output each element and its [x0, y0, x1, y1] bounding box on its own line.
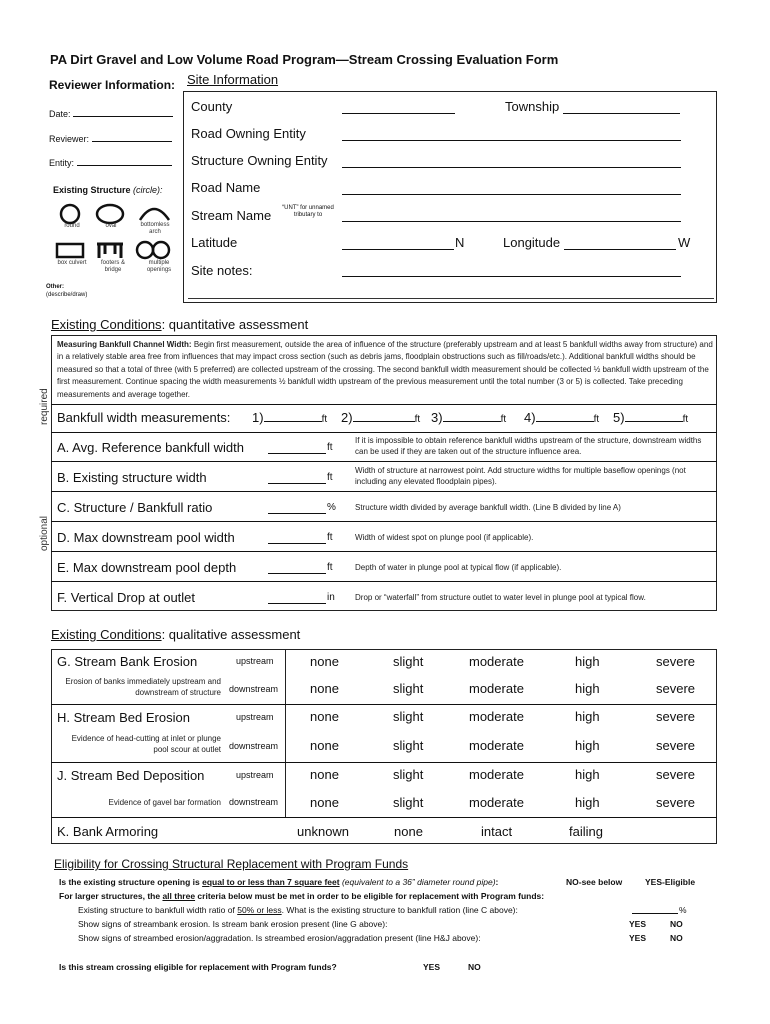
row-e-desc: Depth of water in plunge pool at typical flow (if applicable). — [355, 563, 562, 572]
row-f-input[interactable] — [268, 592, 326, 604]
row-d-input[interactable] — [268, 532, 326, 544]
qual-option-moderate[interactable]: moderate — [469, 654, 524, 669]
shape-label-oval: oval — [105, 223, 117, 229]
qual-option-moderate[interactable]: moderate — [469, 681, 524, 696]
longitude-label: Longitude — [503, 235, 561, 250]
qual-option-severe[interactable]: severe — [656, 767, 696, 782]
row-d-unit: ft — [327, 532, 333, 543]
qual-option-none[interactable]: none — [310, 738, 339, 753]
j-label: J. Stream Bed Deposition — [57, 768, 205, 783]
longitude-unit: W — [678, 235, 691, 250]
row-f-desc: Drop or “waterfall” from structure outlet to water level in plunge pool at typical flow. — [355, 593, 646, 602]
row-a-desc: If it is impossible to obtain reference bankfull widths upstream of the structure, downstream widths can be used if they are taken out of the structure influence area. — [355, 436, 702, 456]
road-name-label: Road Name — [191, 180, 261, 195]
other-hint: (describe/draw) — [46, 292, 88, 298]
elig-c3: Show signs of streambed erosion/aggradation. Is streambed erosion/aggradation present (line H&J above): — [78, 933, 481, 943]
latitude-unit: N — [455, 235, 465, 250]
k-label: K. Bank Armoring — [57, 824, 159, 839]
qual-option-high[interactable]: high — [575, 709, 600, 724]
qual-option-severe[interactable]: severe — [656, 795, 696, 810]
qual-option-slight[interactable]: slight — [393, 709, 424, 724]
qual-option-high[interactable]: high — [575, 738, 600, 753]
elig-q1-no[interactable]: NO-see below — [566, 877, 623, 887]
qual-option-high[interactable]: high — [575, 795, 600, 810]
qual-option-moderate[interactable]: moderate — [469, 795, 524, 810]
elig-c2-no[interactable]: NO — [670, 919, 683, 929]
row-a-input[interactable] — [268, 442, 326, 454]
qual-option-moderate[interactable]: moderate — [469, 709, 524, 724]
box-culvert-icon — [57, 244, 83, 257]
county-label: County — [191, 99, 233, 114]
round-icon — [61, 205, 79, 223]
longitude-input[interactable] — [564, 238, 676, 250]
qual-option-slight[interactable]: slight — [393, 738, 424, 753]
shape-label-bridge: footers & bridge — [100, 260, 125, 273]
entity-field[interactable]: Entity: — [49, 154, 172, 168]
elig-q1-yes[interactable]: YES-Eligible — [645, 877, 696, 887]
qual-option-severe[interactable]: severe — [656, 681, 696, 696]
other-label: Other: — [46, 284, 64, 290]
row-b-unit: ft — [327, 472, 333, 483]
elig-c2: Show signs of streambank erosion. Is stream bank erosion present (line G above): — [78, 919, 388, 929]
g-downstream: downstream — [229, 684, 279, 694]
row-e-input[interactable] — [268, 562, 326, 574]
elig-q1: Is the existing structure opening is equal to or less than 7 square feet (equivalent to a 36” diameter round pipe): — [59, 877, 499, 887]
shape-label-round: round — [64, 223, 80, 229]
date-field[interactable]: Date: — [49, 105, 173, 119]
row-f-label: F. Vertical Drop at outlet — [57, 590, 196, 605]
existing-structure-label: Existing Structure (circle): — [53, 185, 163, 195]
j-upstream: upstream — [236, 770, 274, 780]
measuring-instructions: Measuring Bankfull Channel Width: Begin first measurement, outside the area of influence of the structure (preferably upstream and at least 5 bankfull widths away from structure) and in a relatively stable area free from influences that may impact cross section (such as debris jams, floodplain obstructions such as fill/roads/etc.). Additional bankfull widths should be measured so that a total of three (with 5 preferred) are collected upstream of the crossing. The second bankfull width measurement should be collected ½ bankfull width upstream of the first measurement. Continue spacing the width measurements ½ bankfull width upstream of the previous measurement until the total number (3 or 5) is collected. Take preceding measurements and average together. — [57, 340, 713, 399]
row-a-label: A. Avg. Reference bankfull width — [57, 440, 244, 455]
qual-option-none[interactable]: none — [310, 709, 339, 724]
stream-name-label: Stream Name — [191, 208, 272, 223]
row-e-unit: ft — [327, 562, 333, 573]
bankfull-3[interactable]: 3) ft — [431, 410, 507, 425]
elig-c1: Existing structure to bankfull width ratio of 50% or less. What is the existing structure to bankfull ration (line C above): — [78, 905, 518, 915]
row-a-unit: ft — [327, 442, 333, 453]
optional-label: optional — [39, 515, 50, 551]
qual-option-moderate[interactable]: moderate — [469, 738, 524, 753]
structure-owning-entity-label: Structure Owning Entity — [191, 153, 328, 168]
k-option-none[interactable]: none — [394, 824, 423, 839]
road-owning-entity-input[interactable] — [342, 129, 681, 141]
qual-option-severe[interactable]: severe — [656, 738, 696, 753]
latitude-input[interactable] — [342, 238, 454, 250]
shape-label-arch: bottomless arch — [140, 222, 170, 235]
qual-option-none[interactable]: none — [310, 795, 339, 810]
h-downstream: downstream — [229, 741, 279, 751]
row-c-label: C. Structure / Bankfull ratio — [57, 500, 213, 515]
site-notes-input[interactable] — [342, 265, 681, 277]
k-option-unknown[interactable]: unknown — [297, 824, 350, 839]
qual-option-slight[interactable]: slight — [393, 654, 424, 669]
k-option-failing[interactable]: failing — [569, 824, 603, 839]
h-upstream: upstream — [236, 712, 274, 722]
structure-owning-entity-input[interactable] — [342, 156, 681, 168]
qual-option-slight[interactable]: slight — [393, 767, 424, 782]
qual-option-none[interactable]: none — [310, 767, 339, 782]
row-c-input[interactable] — [268, 502, 326, 514]
elig-c3-yes[interactable]: YES — [629, 933, 647, 943]
row-b-input[interactable] — [268, 472, 326, 484]
multiple-openings-icon — [137, 242, 153, 258]
footers-bridge-icon — [97, 244, 123, 258]
row-d-label: D. Max downstream pool width — [57, 530, 235, 545]
row-f-unit: in — [327, 592, 335, 603]
township-input[interactable] — [563, 102, 680, 114]
bankfull-5[interactable]: 5) ft — [613, 410, 689, 425]
reviewer-field[interactable]: Reviewer: — [49, 130, 172, 144]
qual-option-none[interactable]: none — [310, 681, 339, 696]
row-b-desc: Width of structure at narrowest point. Add structure widths for multiple baseflow openings (not including any elevated floodplain pipes). — [355, 466, 686, 486]
bankfull-1[interactable]: 1) ft — [252, 410, 328, 425]
qual-option-slight[interactable]: slight — [393, 795, 424, 810]
shape-label-box: box culvert — [57, 260, 87, 266]
h-label: H. Stream Bed Erosion — [57, 710, 190, 725]
qual-option-high[interactable]: high — [575, 767, 600, 782]
elig-final-question: Is this stream crossing eligible for replacement with Program funds? — [59, 962, 337, 972]
site-notes-label: Site notes: — [191, 263, 253, 278]
elig-c3-no[interactable]: NO — [670, 933, 683, 943]
g-sub: Erosion of banks immediately upstream and downstream of structure — [65, 677, 221, 697]
j-sub: Evidence of gavel bar formation — [108, 798, 221, 807]
qual-option-moderate[interactable]: moderate — [469, 767, 524, 782]
qual-heading: Existing Conditions: qualitative assessment — [51, 627, 301, 642]
site-notes-bottom-line — [188, 298, 714, 299]
road-name-input[interactable] — [342, 183, 681, 195]
road-owning-entity-label: Road Owning Entity — [191, 126, 306, 141]
elig-final-yes[interactable]: YES — [423, 962, 441, 972]
qual-option-none[interactable]: none — [310, 654, 339, 669]
elig-c2-yes[interactable]: YES — [629, 919, 647, 929]
elig-c1-unit: % — [679, 905, 687, 915]
k-option-intact[interactable]: intact — [481, 824, 513, 839]
county-input[interactable] — [342, 102, 455, 114]
row-b-label: B. Existing structure width — [57, 470, 207, 485]
h-sub: Evidence of head-cutting at inlet or plunge pool scour at outlet — [71, 734, 221, 754]
site-heading: Site Information — [187, 72, 279, 87]
qual-option-high[interactable]: high — [575, 654, 600, 669]
j-downstream: downstream — [229, 797, 279, 807]
oval-icon — [97, 205, 123, 223]
reviewer-heading: Reviewer Information: — [49, 78, 176, 92]
qual-option-severe[interactable]: severe — [656, 709, 696, 724]
quant-heading: Existing Conditions: quantitative assessment — [51, 317, 309, 332]
row-e-label: E. Max downstream pool depth — [57, 560, 237, 575]
page-title: PA Dirt Gravel and Low Volume Road Program—Stream Crossing Evaluation Form — [50, 52, 559, 67]
latitude-label: Latitude — [191, 235, 238, 250]
elig-c1-input[interactable] — [632, 904, 678, 914]
row-c-unit: % — [327, 502, 336, 513]
elig-final-no[interactable]: NO — [468, 962, 481, 972]
stream-name-input[interactable] — [342, 210, 681, 222]
elig-heading: Eligibility for Crossing Structural Replacement with Program Funds — [54, 857, 409, 871]
stream-name-hint: “UNT” for unnamed tributary to — [282, 205, 334, 218]
qual-option-high[interactable]: high — [575, 681, 600, 696]
bankfull-2[interactable]: 2) ft — [341, 410, 421, 425]
row-c-desc: Structure width divided by average bankfull width. (Line B divided by line A) — [355, 503, 621, 512]
row-d-desc: Width of widest spot on plunge pool (if applicable). — [355, 533, 534, 542]
qual-option-slight[interactable]: slight — [393, 681, 424, 696]
bankfull-label: Bankfull width measurements: — [57, 410, 231, 425]
qual-option-severe[interactable]: severe — [656, 654, 696, 669]
g-label: G. Stream Bank Erosion — [57, 654, 198, 669]
g-upstream: upstream — [236, 656, 274, 666]
required-label: required — [39, 388, 50, 425]
township-label: Township — [505, 99, 560, 114]
bottomless-arch-icon — [140, 209, 169, 220]
elig-q2: For larger structures, the all three criteria below must be met in order to be eligible for replacement with Program funds: — [59, 891, 545, 901]
bankfull-4[interactable]: 4) ft — [524, 410, 600, 425]
shape-label-multiple: multiple openings — [146, 260, 172, 273]
